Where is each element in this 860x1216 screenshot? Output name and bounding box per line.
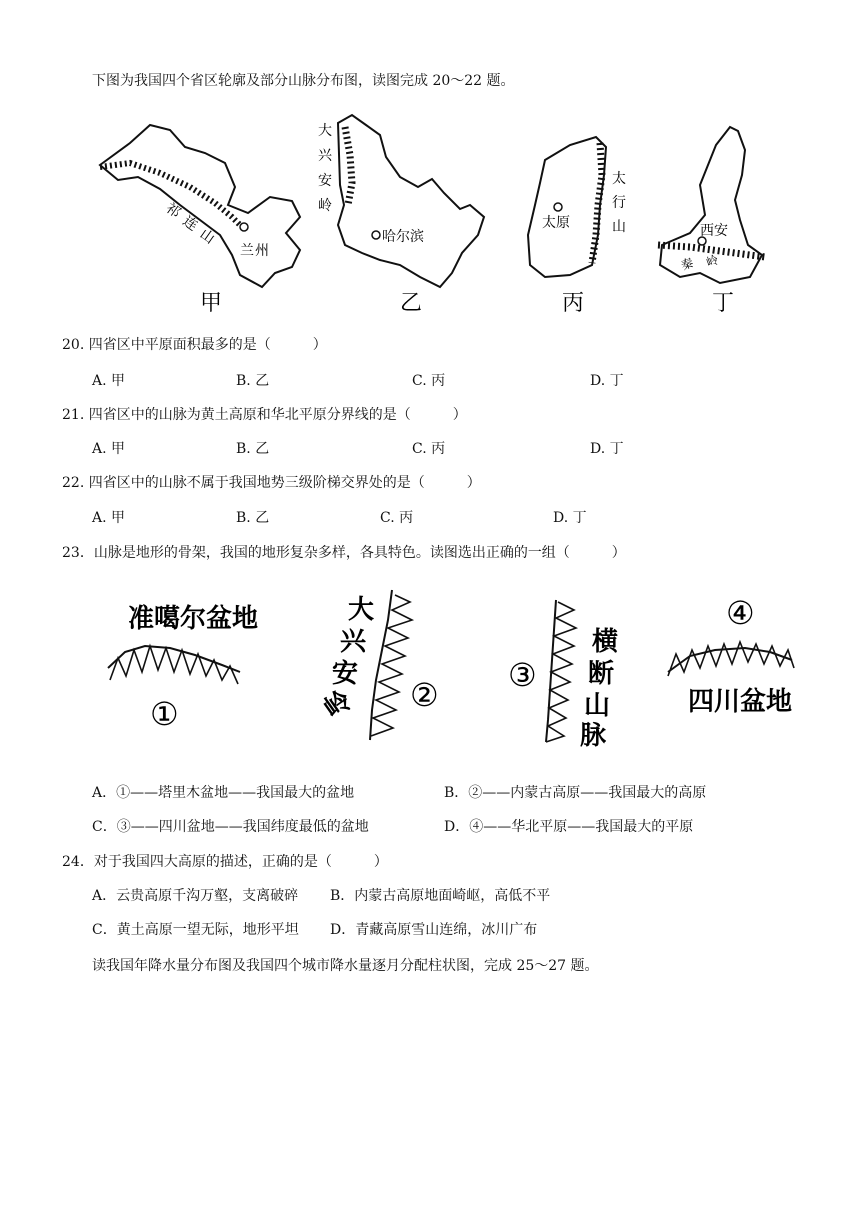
landform-panel-3 [508, 600, 618, 751]
q24-option-d[interactable]: D．青藏高原雪山连绵，冰川广布 [330, 922, 538, 938]
intro-text-25-27: 读我国年降水量分布图及我国四个城市降水量逐月分配柱状图，完成 25～27 题。 [92, 958, 599, 974]
panel2-number: ② [410, 676, 439, 714]
mountain-qilian-3: 山 [196, 226, 218, 248]
mountain-qilian-2: 连 [179, 213, 201, 235]
province-bing [528, 137, 626, 316]
landform-panel-1 [108, 603, 258, 733]
mountain-daxinganling-4: 岭 [318, 198, 332, 214]
landform-figure [0, 580, 860, 760]
panel2-label-1: 大 [348, 595, 375, 625]
q24-option-b[interactable]: B．内蒙古高原地面崎岖，高低不平 [330, 888, 551, 904]
province-label-jia: 甲 [200, 291, 223, 316]
q20-option-b[interactable]: B. 乙 [236, 373, 270, 389]
q21-option-a[interactable]: A. 甲 [92, 441, 126, 457]
q22-option-d[interactable]: D. 丁 [553, 510, 587, 526]
q20-option-d[interactable]: D. 丁 [590, 373, 624, 389]
mountain-taihang-1: 太 [612, 171, 626, 187]
province-ding [658, 127, 765, 316]
city-harbin: 哈尔滨 [382, 229, 424, 245]
q23-option-d[interactable]: D．④——华北平原——我国最大的平原 [444, 819, 694, 835]
q20-option-a[interactable]: A. 甲 [92, 373, 126, 389]
city-dot-taiyuan [554, 203, 562, 211]
mountain-qinling-1: 秦 [679, 255, 696, 273]
mountain-daxinganling-3: 安 [318, 173, 332, 189]
province-jia [100, 125, 300, 316]
panel3-label-1: 横 [592, 627, 619, 657]
panel4-label: 四川盆地 [688, 687, 793, 717]
question-23: 23．山脉是地形的骨架，我国的地形复杂多样，各具特色。读图选出正确的一组（ ） [62, 545, 626, 561]
panel3-label-2: 断 [588, 659, 615, 689]
province-label-yi: 乙 [400, 291, 423, 316]
mountain-taihang-2: 行 [612, 195, 626, 211]
panel2-label-2: 兴 [340, 627, 367, 657]
q21-option-c[interactable]: C. 丙 [412, 441, 446, 457]
mountain-qilian-1: 祁 [162, 200, 184, 222]
panel3-label-3: 山 [584, 691, 611, 721]
q22-option-c[interactable]: C. 丙 [380, 510, 414, 526]
landform-panel-4 [668, 594, 794, 717]
panel1-label: 准噶尔盆地 [128, 604, 259, 634]
landform-panel-2 [318, 590, 439, 740]
panel2-label-3: 安 [332, 659, 359, 689]
q23-option-a[interactable]: A．①——塔里木盆地——我国最大的盆地 [92, 785, 355, 801]
q23-option-b[interactable]: B．②——内蒙古高原——我国最大的高原 [444, 785, 707, 801]
city-lanzhou-2: 州 [255, 243, 269, 259]
mountain-daxinganling-1: 大 [318, 123, 332, 139]
q23-option-c[interactable]: C．③——四川盆地——我国纬度最低的盆地 [92, 819, 369, 835]
question-22: 22. 四省区中的山脉不属于我国地势三级阶梯交界处的是（ ） [62, 475, 481, 491]
q22-option-b[interactable]: B. 乙 [236, 510, 270, 526]
question-20: 20. 四省区中平原面积最多的是（ ） [62, 337, 327, 353]
panel4-number: ④ [726, 594, 755, 632]
city-xian: 西安 [700, 223, 728, 239]
province-yi [318, 115, 484, 316]
province-outline-map [0, 105, 860, 320]
city-taiyuan: 太原 [542, 215, 570, 231]
mountain-daxinganling-2: 兴 [318, 148, 332, 164]
question-24: 24．对于我国四大高原的描述，正确的是（ ） [62, 854, 388, 870]
panel3-label-4: 脉 [580, 721, 607, 751]
city-lanzhou-1: 兰 [240, 243, 254, 259]
q24-option-c[interactable]: C．黄土高原一望无际，地形平坦 [92, 922, 299, 938]
mountain-taihang-3: 山 [612, 219, 626, 235]
panel3-number: ③ [508, 656, 537, 694]
province-label-bing: 丙 [562, 291, 585, 316]
panel2-label-4: 岭 [318, 685, 358, 725]
intro-text-20-22: 下图为我国四个省区轮廓及部分山脉分布图，读图完成 20～22 题。 [92, 73, 515, 89]
question-21: 21. 四省区中的山脉为黄土高原和华北平原分界线的是（ ） [62, 407, 467, 423]
city-dot-harbin [372, 231, 380, 239]
panel1-number: ① [150, 695, 179, 733]
q22-option-a[interactable]: A. 甲 [92, 510, 126, 526]
q21-option-d[interactable]: D. 丁 [590, 441, 624, 457]
q21-option-b[interactable]: B. 乙 [236, 441, 270, 457]
city-dot-lanzhou [240, 223, 248, 231]
mountain-qinling-2: 岭 [704, 252, 721, 270]
province-label-ding: 丁 [712, 291, 735, 316]
q20-option-c[interactable]: C. 丙 [412, 373, 446, 389]
q24-option-a[interactable]: A．云贵高原千沟万壑，支离破碎 [92, 888, 299, 904]
